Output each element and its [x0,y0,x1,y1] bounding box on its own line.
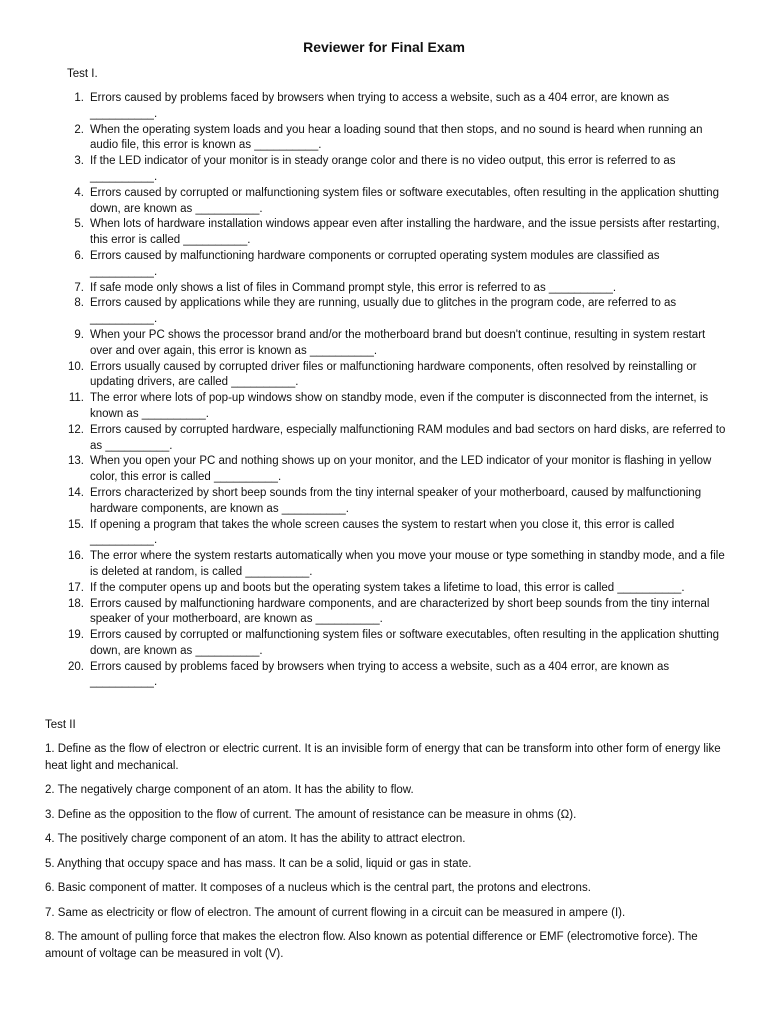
test1-question [0,486,768,518]
question-number: 11. [68,392,84,405]
question-text: The error where the system restarts automatically when you move your mouse or type something in standby mode, and a file is deleted at random, is called __________. [90,550,725,578]
test1-question [0,549,768,581]
test2-question: 3. Define as the opposition to the flow of current. The amount of resistance can be measure in ohms (Ω). [45,808,577,821]
test1-question [0,391,768,423]
question-number: 6. [74,249,84,262]
question-text: The error where lots of pop-up windows show on standby mode, even if the computer is disconnected from the internet, is known as __________. [90,392,709,420]
question-text: If the computer opens up and boots but the operating system takes a lifetime to load, this error is called __________. [90,581,685,594]
question-number: 7. [74,281,84,294]
question-text: When the operating system loads and you hear a loading sound that then stops, and no sound is heard when running an audio file, this error is known as __________. [90,123,703,152]
question-number: 1. [74,92,84,104]
test1-question [0,628,768,660]
test1-question [0,660,768,692]
document-title: Reviewer for Final Exam [303,39,465,55]
question-text: Errors caused by problems faced by browsers when trying to access a website, such as a 404 error, are known as __________. [90,92,670,120]
test1-question [0,217,768,249]
test1-question [0,454,768,486]
question-text: When your PC shows the processor brand and/or the motherboard brand but doesn't continue, resulting in system restart over and over again, this error is known as __________. [90,328,706,357]
question-number: 4. [74,186,84,199]
question-text: Errors caused by corrupted hardware, especially malfunctioning RAM modules and bad sectors on hard disks, are referred to as __________. [90,423,726,452]
test1-question [0,281,768,297]
test2-question: 2. The negatively charge component of an atom. It has the ability to flow. [45,784,414,796]
test2-question: 6. Basic component of matter. It composes of a nucleus which is the central part, the protons and electrons. [45,882,591,894]
question-text: Errors characterized by short beep sounds from the tiny internal speaker of your motherboard, caused by malfunctioning hardware components, are known as __________. [90,486,702,515]
question-text: Errors caused by corrupted or malfunctioning system files or software executables, often resulting in the application shutting down, are known as __________. [90,629,719,657]
question-number: 12. [68,423,84,436]
question-number: 13. [68,455,84,468]
test2-question: 4. The positively charge component of an atom. It has the ability to attract electron. [45,833,466,845]
test1-label: Test I. [67,68,98,80]
question-number: 15. [68,518,84,531]
question-text: Errors caused by problems faced by browsers when trying to access a website, such as a 404 error, are known as __________. [90,660,670,689]
test1-question [0,186,768,218]
test1-question [0,154,768,186]
question-number: 14. [68,486,84,499]
test1-question [0,360,768,392]
question-text: Errors usually caused by corrupted driver files or malfunctioning hardware components, often resolved by reinstalling or updating drivers, are called __________. [90,360,697,389]
test2-question: 5. Anything that occupy space and has mass. It can be a solid, liquid or gas in state. [45,857,472,870]
question-text: Errors caused by malfunctioning hardware components, and are characterized by short beep sounds from the tiny internal speaker of your motherboard, are known as __________. [90,597,710,626]
question-number: 16. [68,550,84,563]
question-text: If opening a program that takes the whole screen causes the system to restart when you close it, this error is called __________. [90,518,675,547]
test1-question [0,296,768,328]
test2-question: 7. Same as electricity or flow of electron. The amount of current flowing in a circuit can be measured in ampere (I). [45,906,626,919]
question-number: 18. [68,597,84,610]
test1-question [0,597,768,629]
question-text: If the LED indicator of your monitor is in steady orange color and there is no video output, this error is referred to as __________. [90,155,676,183]
question-number: 3. [74,155,84,168]
question-number: 19. [68,629,84,642]
question-text: When you open your PC and nothing shows up on your monitor, and the LED indicator of your monitor is flashing in yellow color, this error is called __________. [90,455,712,484]
test2-question: 8. The amount of pulling force that makes the electron flow. Also known as potential difference or EMF (electromotive force). The amount of voltage can be measured in volt (V). [45,931,698,960]
test1-question [0,423,768,455]
question-number: 5. [74,218,84,231]
test2-question: 1. Define as the flow of electron or electric current. It is an invisible form of energy that can be transform into other form of energy like heat light and mechanical. [45,743,721,772]
test1-question [0,328,768,360]
question-text: Errors caused by corrupted or malfunctioning system files or software executables, often resulting in the application shutting down, are known as __________. [90,186,719,215]
question-number: 10. [68,360,84,373]
question-number: 17. [68,581,84,594]
question-number: 8. [74,297,84,310]
test2-label: Test II [45,719,76,731]
question-number: 20. [68,660,84,673]
test1-question [0,91,768,123]
question-number: 2. [74,123,84,136]
question-text: When lots of hardware installation windows appear even after installing the hardware, and the issue persists after restarting, this error is called __________. [90,218,720,247]
test2-question-list [45,741,735,970]
test1-question [0,123,768,155]
question-text: If safe mode only shows a list of files in Command prompt style, this error is referred to as __________. [90,281,617,294]
question-text: Errors caused by malfunctioning hardware components or corrupted operating system modules are classified as __________. [90,249,660,278]
question-number: 9. [74,328,84,341]
test1-question [0,249,768,281]
test1-question [0,518,768,550]
question-text: Errors caused by applications while they are running, usually due to glitches in the program code, are referred to as __________. [90,297,677,326]
test1-question-list [0,91,768,691]
test1-question [0,581,768,597]
